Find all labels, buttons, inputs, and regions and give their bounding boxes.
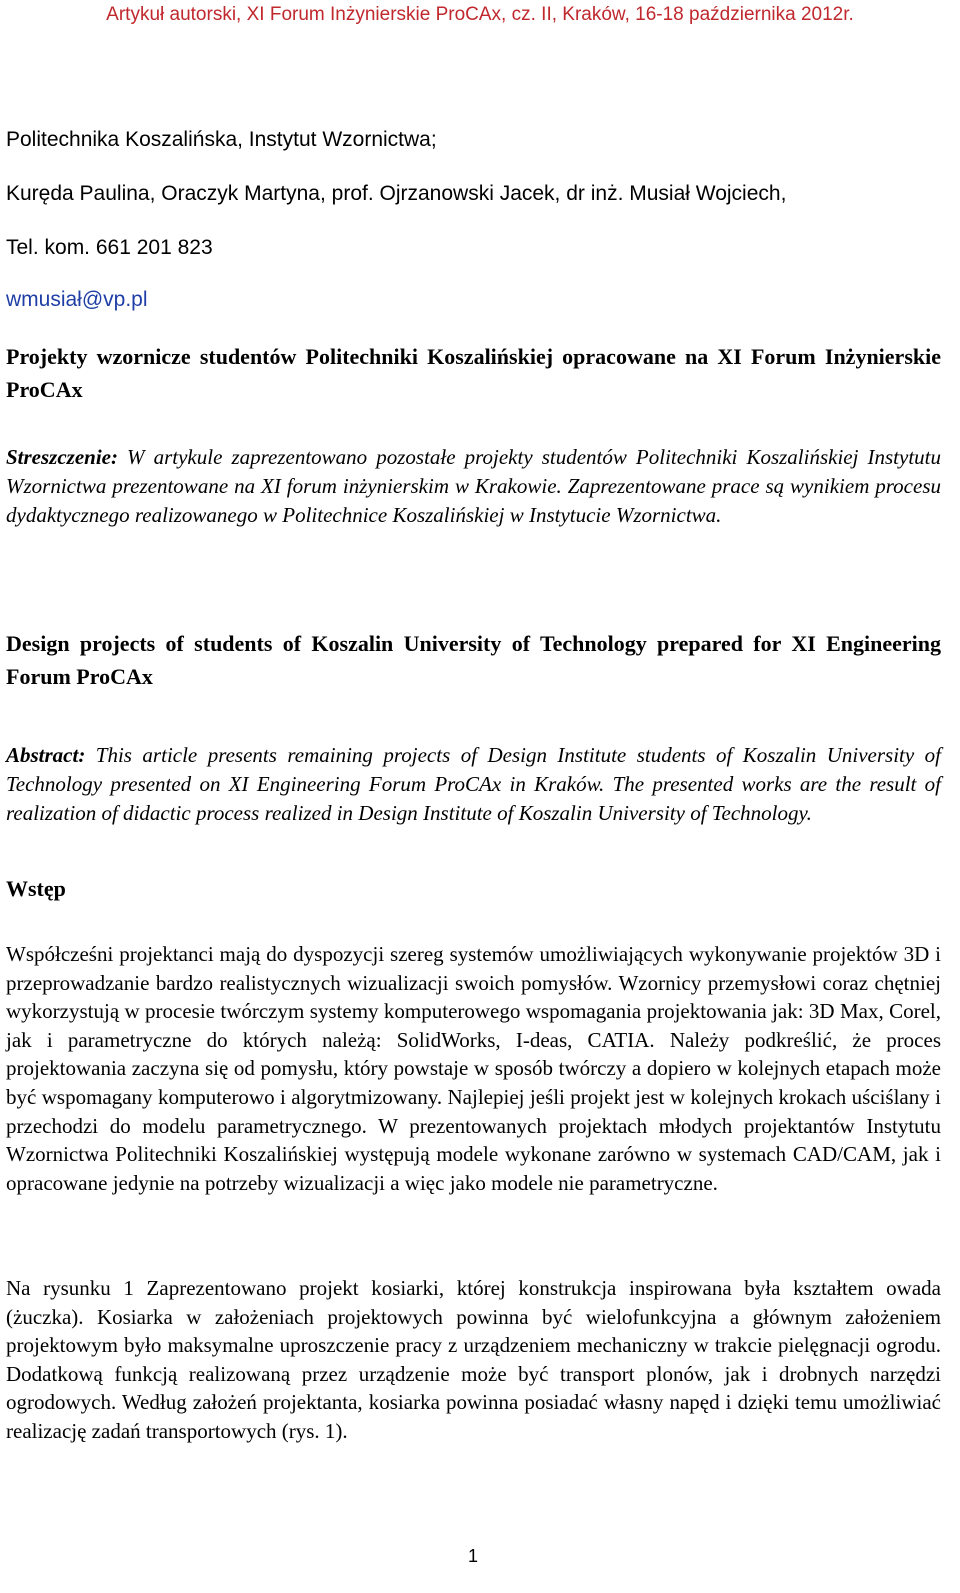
- abstract-english-text: This article presents remaining projects of Design Institute students of Koszalin University of Technology presented on XI Engineering Forum ProCAx in Kraków. The presented works are the result of realization of didactic process realized in Design Institute of Koszalin University of Technology.: [6, 743, 941, 825]
- page-number: 1: [467, 1546, 478, 1566]
- institution-line: Politechnika Koszalińska, Instytut Wzornictwa;: [6, 128, 437, 151]
- phone-line: Tel. kom. 661 201 823: [6, 236, 213, 259]
- running-header: Artykuł autorski, XI Forum Inżynierskie ProCAx, cz. II, Kraków, 16-18 października 2012r.: [106, 4, 854, 25]
- abstract-english: [6, 741, 941, 828]
- email-link[interactable]: wmusiał@vp.pl: [6, 288, 148, 311]
- abstract-polish-text: W artykule zaprezentowano pozostałe projekty studentów Politechniki Koszalińskiej Instytutu Wzornictwa prezentowane na XI forum inżynierskim w Krakowie. Zaprezentowane prace są wynikiem procesu dydaktycznego realizowanego w Politechnice Koszalińskiej w Instytucie Wzornictwa.: [6, 445, 941, 527]
- abstract-polish-label: Streszczenie:: [6, 445, 118, 469]
- title-english: Design projects of students of Koszalin University of Technology prepared for XI Engineering Forum ProCAx: [6, 631, 941, 689]
- paragraph-2: Na rysunku 1 Zaprezentowano projekt kosiarki, której konstrukcja inspirowana była kształtem owada (żuczka). Kosiarka w założeniach projektowych powinna być wielofunkcyjna a głównym założeniem projektowym było maksymalne uproszczenie pracy z urządzeniem mechaniczny w trakcie pielęgnacji ogrodu. Dodatkową funkcją realizowaną przez urządzenie może być transport plonów, jak i drobnych narzędzi ogrodowych. Według założeń projektanta, kosiarka powinna posiadać własny napęd i dzięki temu umożliwiać realizację zadań transportowych (rys. 1).: [6, 1276, 941, 1443]
- section-heading: Wstęp: [6, 876, 66, 901]
- abstract-english-label: Abstract:: [6, 743, 86, 767]
- paragraph-1: Współcześni projektanci mają do dyspozycji szereg systemów umożliwiających wykonywanie projektów 3D i przeprowadzanie bardzo realistycznych wizualizacji swoich pomysłów. Wzornicy przemysłowi coraz chętniej wykorzystują w procesie twórczym systemy komputerowego wspomagania projektowania jak: 3D Max, Corel, jak i parametryczne do których należą: SolidWorks, I-deas, CATIA. Należy podkreślić, że proces projektowania zaczyna się od pomysłu, który powstaje w sposób twórczy a dopiero w kolejnych etapach może być wspomagany komputerowo i algorytmizowany. Najlepiej jeśli projekt jest w kolejnych krokach uściślany i przechodzi do modelu parametrycznego. W prezentowanych projektach młodych projektantów Instytutu Wzornictwa Politechniki Koszalińskiej występują modele wykonane zarówno w systemach CAD/CAM, jak i opracowane jedynie na potrzeby wizualizacji a więc jako modele nie parametryczne.: [6, 942, 941, 1195]
- title-polish: Projekty wzornicze studentów Politechniki Koszalińskiej opracowane na XI Forum Inżynierskie ProCAx: [6, 344, 941, 402]
- authors-line: Kuręda Paulina, Oraczyk Martyna, prof. Ojrzanowski Jacek, dr inż. Musiał Wojciech,: [6, 182, 787, 205]
- abstract-polish: [6, 443, 941, 530]
